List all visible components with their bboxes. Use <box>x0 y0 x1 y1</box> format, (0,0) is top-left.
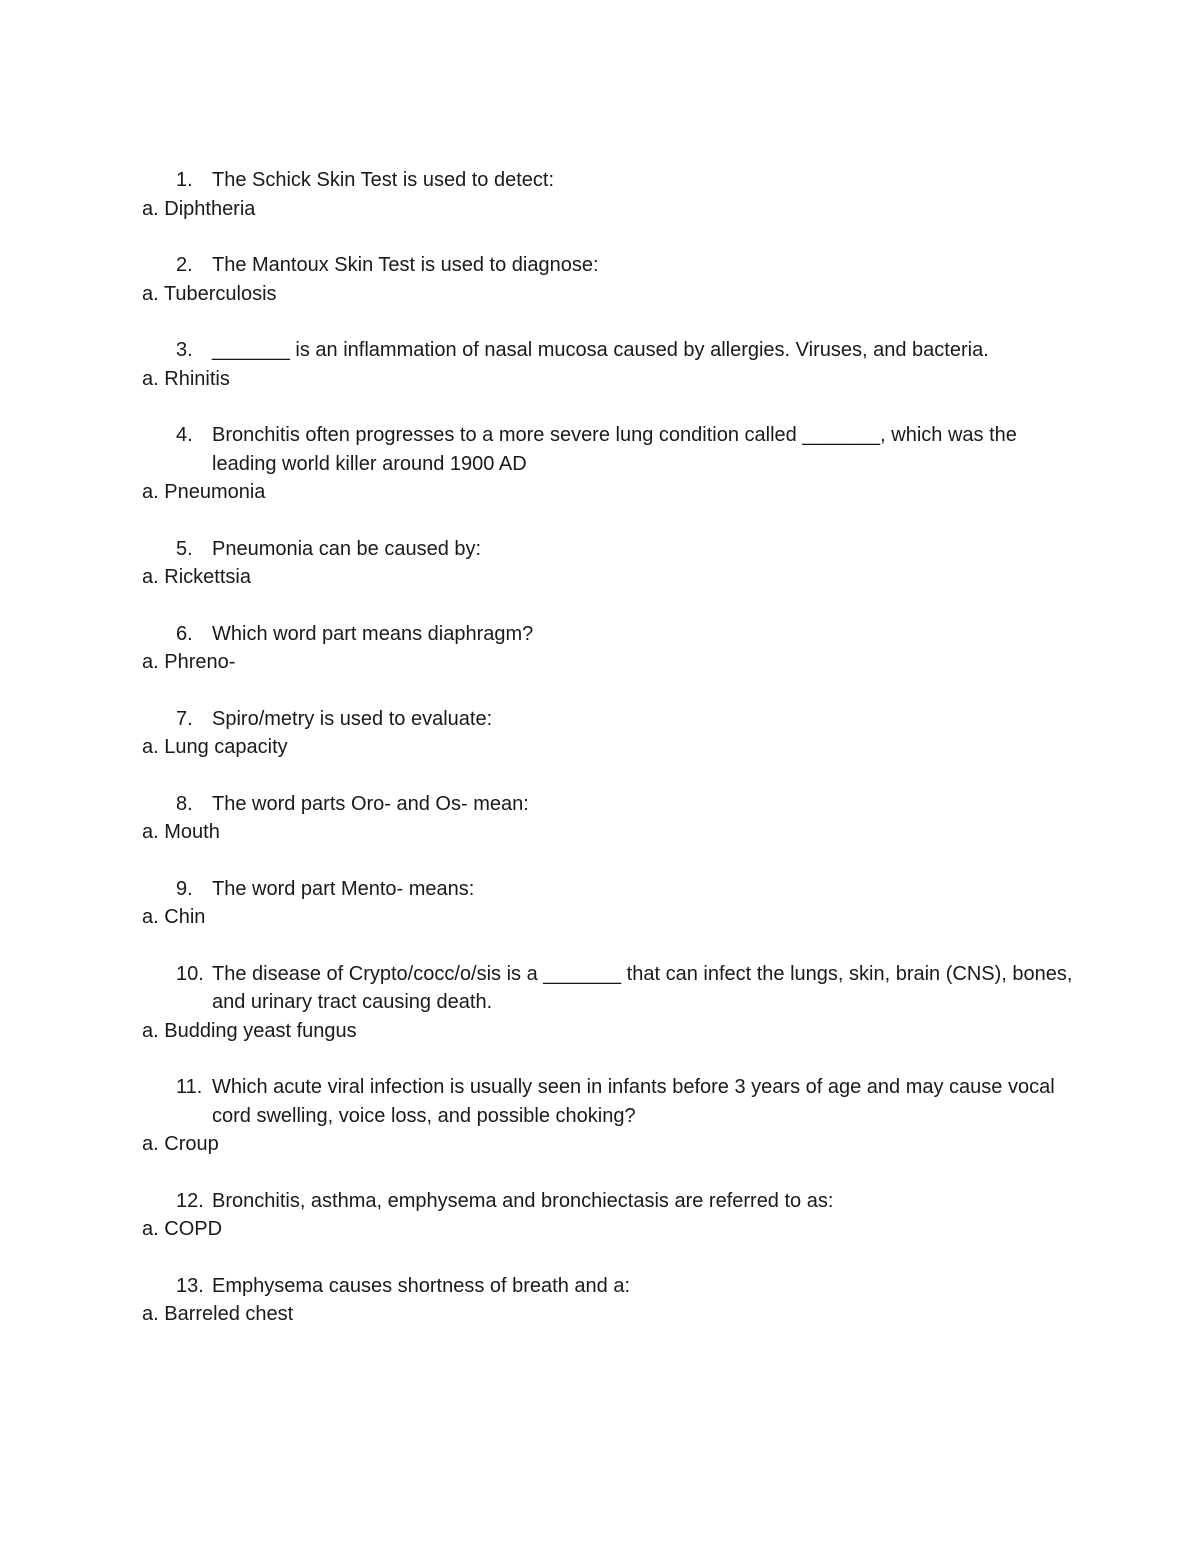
answer <box>0 1130 1200 1159</box>
answer <box>0 478 1200 507</box>
question <box>0 166 1200 195</box>
answer <box>0 1300 1200 1329</box>
answer-text: Diphtheria <box>164 197 256 220</box>
list-item <box>0 1187 1200 1244</box>
answer-text: Tuberculosis <box>163 282 277 305</box>
answer <box>0 365 1200 394</box>
question-number: 10. <box>176 962 204 985</box>
answer-letter: a. <box>142 197 159 220</box>
answer-letter: a. <box>142 1303 159 1325</box>
question-text: Bronchitis, asthma, emphysema and bronchiectasis are referred to as: <box>212 1189 834 1212</box>
question <box>0 421 1200 478</box>
question-number: 9. <box>176 877 193 900</box>
question-number: 7. <box>176 707 193 730</box>
question-number: 2. <box>176 254 193 276</box>
question <box>0 620 1200 649</box>
answer-text: Croup <box>164 1133 219 1155</box>
question-text: The Schick Skin Test is used to detect: <box>212 169 555 191</box>
list-item <box>0 251 1200 308</box>
answer <box>0 648 1200 677</box>
answer-letter: a. <box>142 906 159 928</box>
list-item <box>0 336 1200 393</box>
list-item <box>0 705 1200 762</box>
answer-letter: a. <box>142 282 159 305</box>
question-text: Bronchitis often progresses to a more severe lung condition called _______, which was the leading world killer around 1900 AD <box>212 424 1017 475</box>
list-item <box>0 421 1200 507</box>
list-item <box>0 166 1200 223</box>
question-text: The word part Mento- means: <box>212 877 475 900</box>
answer <box>0 903 1200 932</box>
question <box>0 960 1200 1017</box>
list-item <box>0 1272 1200 1329</box>
question-number: 8. <box>176 792 193 815</box>
list-item <box>0 875 1200 932</box>
question <box>0 1272 1200 1301</box>
answer-text: Phreno- <box>164 651 236 673</box>
question <box>0 535 1200 564</box>
question <box>0 1187 1200 1216</box>
answer-text: Lung capacity <box>164 736 288 758</box>
question <box>0 336 1200 365</box>
question-list <box>0 166 1200 1357</box>
answer-text: Barreled chest <box>164 1303 294 1325</box>
answer-letter: a. <box>142 566 159 588</box>
list-item <box>0 790 1200 847</box>
answer-text: Budding yeast fungus <box>164 1019 357 1042</box>
answer <box>0 818 1200 847</box>
question-text: Which word part means diaphragm? <box>212 622 534 645</box>
answer-text: Rhinitis <box>164 367 230 390</box>
list-item <box>0 1073 1200 1159</box>
question-number: 6. <box>176 622 193 645</box>
answer-text: Mouth <box>164 821 220 843</box>
list-item <box>0 960 1200 1046</box>
answer-letter: a. <box>142 1133 159 1155</box>
answer <box>0 563 1200 592</box>
answer-letter: a. <box>142 481 159 503</box>
question-text: _______ is an inflammation of nasal mucosa caused by allergies. Viruses, and bacteria. <box>212 339 989 361</box>
answer-text: Rickettsia <box>164 566 251 588</box>
answer-letter: a. <box>142 651 159 673</box>
list-item <box>0 620 1200 677</box>
question-text: Emphysema causes shortness of breath and a: <box>212 1274 631 1297</box>
answer-letter: a. <box>142 821 159 843</box>
question-number: 4. <box>176 424 193 446</box>
question-text: Which acute viral infection is usually seen in infants before 3 years of age and may cause vocal cord swelling, voice loss, and possible choking? <box>212 1076 1055 1127</box>
answer-letter: a. <box>142 367 159 390</box>
question-number: 13. <box>176 1274 204 1297</box>
question-text: Spiro/metry is used to evaluate: <box>212 707 493 730</box>
question-number: 1. <box>176 169 193 191</box>
answer-letter: a. <box>142 736 159 758</box>
question-number: 12. <box>176 1189 204 1212</box>
question-number: 3. <box>176 339 193 361</box>
question-text: The Mantoux Skin Test is used to diagnose: <box>212 254 599 276</box>
question-number: 5. <box>176 537 193 560</box>
question-text: The disease of Crypto/cocc/o/sis is a _______ that can infect the lungs, skin, brain (CNS), bones, and urinary tract causing death. <box>212 962 1073 1013</box>
answer <box>0 733 1200 762</box>
question-text: Pneumonia can be caused by: <box>212 537 482 560</box>
list-item <box>0 535 1200 592</box>
answer-text: Pneumonia <box>164 481 266 503</box>
answer-text: COPD <box>164 1218 223 1240</box>
question <box>0 790 1200 819</box>
answer <box>0 1215 1200 1244</box>
question <box>0 705 1200 734</box>
question <box>0 875 1200 904</box>
question <box>0 251 1200 280</box>
answer <box>0 280 1200 309</box>
answer <box>0 1017 1200 1046</box>
question-text: The word parts Oro- and Os- mean: <box>212 792 529 815</box>
answer-letter: a. <box>142 1218 159 1240</box>
answer <box>0 195 1200 224</box>
answer-letter: a. <box>142 1019 159 1042</box>
question-number: 11. <box>176 1076 203 1098</box>
answer-text: Chin <box>164 906 206 928</box>
question <box>0 1073 1200 1130</box>
